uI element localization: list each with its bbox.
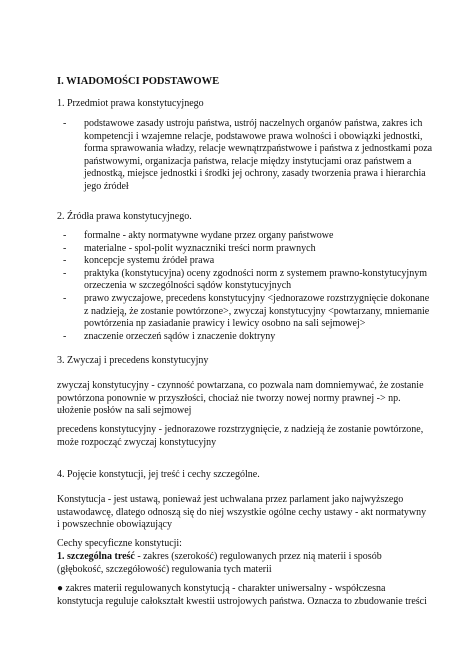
section-3-paragraph-1: zwyczaj konstytucyjny - czynność powtarzana, co pozwala nam domniemywać, że zostanie powtórzona ponownie w przyszłości, chociaż nie tworzy nowej normy prawnej -> np. ułożenie posłów na sali sejmowej bbox=[57, 380, 424, 417]
list-item: - prawo zwyczajowe, precedens konstytucyjny <jednorazowe rozstrzygnięcie dokonane z nadzieją, że zostanie powtórzone>, zwyczaj konstytucyjny <powtarzany, mniemanie powtórzenia np zasiadanie prawicy i lewicy osobno na sali sejmowej> bbox=[63, 293, 433, 331]
feature-1-text: - zakres (szerokość) regulowanych przez nią materii i sposób (głębokość, szczegółowość) regulowania tych materii bbox=[57, 551, 382, 575]
list-item: - koncepcje systemu źródeł prawa bbox=[63, 255, 433, 268]
section-1-list bbox=[63, 118, 433, 194]
section-4-title: 4. Pojęcie konstytucji, jej treść i cechy szczególne. bbox=[57, 469, 260, 480]
list-item: - znaczenie orzeczeń sądów i znaczenie doktryny bbox=[63, 331, 433, 344]
feature-1-label: 1. szczególna treść bbox=[57, 551, 135, 562]
list-item: - materialne - spol-polit wyznaczniki treści norm prawnych bbox=[63, 243, 433, 256]
features-label: Cechy specyficzne konstytucji: bbox=[57, 538, 182, 549]
feature-2: ● zakres materii regulowanych konstytucją - charakter uniwersalny - współczesna konstytucja reguluje całokształt kwestii ustrojowych państwa. Oznacza to zbudowanie treści bbox=[57, 583, 427, 607]
section-2-title: 2. Źródła prawa konstytucyjnego. bbox=[57, 211, 192, 222]
section-2-list bbox=[63, 230, 433, 343]
list-item: - podstawowe zasady ustroju państwa, ustrój naczelnych organów państwa, zakres ich kompetencji i wzajemne relacje, podstawowe prawa wolności i obowiązki jednostki, forma sprawowania władzy, relacje wewnątrzpaństwowe i państwa z jednostkami poza państwowymi, organizacja państwa, relacje między instytucjami oraz państwem a jednostką, miejsce jednostki i środki jej ochrony, zasady tworzenia prawa i hierarchia jego źródeł bbox=[63, 118, 433, 194]
section-3-title: 3. Zwyczaj i precedens konstytucyjny bbox=[57, 355, 209, 366]
list-item: - formalne - akty normatywne wydane przez organy państwowe bbox=[63, 230, 433, 243]
feature-1 bbox=[57, 551, 427, 576]
section-3-paragraph-2: precedens konstytucyjny - jednorazowe rozstrzygnięcie, z nadzieją że zostanie powtórzone, może rozpocząć zwyczaj konstytucyjny bbox=[57, 424, 424, 448]
section-1-title: 1. Przedmiot prawa konstytucyjnego bbox=[57, 98, 204, 109]
list-item: - praktyka (konstytucyjna) oceny zgodności norm z systemem prawno-konstytucyjnym orzeczenia w szczególności sądów konstytucyjnych bbox=[63, 268, 433, 293]
section-4-paragraph-1: Konstytucja - jest ustawą, ponieważ jest uchwalana przez parlament jako najwyższego ustawodawcę, dlatego odnoszą się do niej wszystkie ogólne cechy ustawy - akt normatywny i powszechnie obowiązujący bbox=[57, 494, 427, 531]
chapter-heading: I. WIADOMOŚCI PODSTAWOWE bbox=[57, 76, 220, 87]
